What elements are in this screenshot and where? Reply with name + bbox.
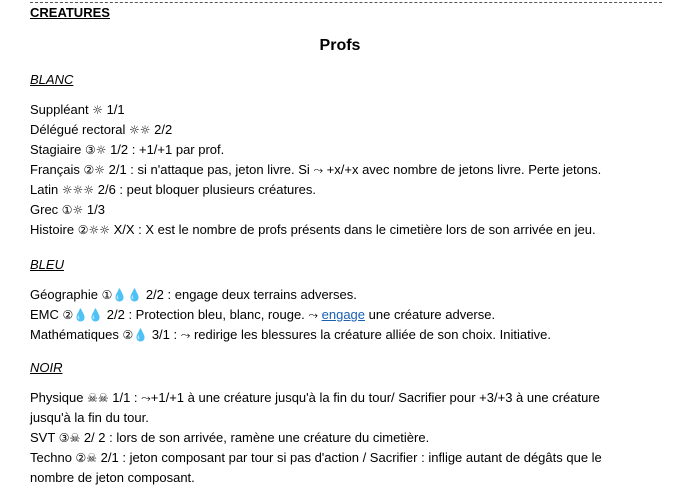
card-line: Délégué rectoral ☼☼ 2/2 [30,122,173,137]
card-line: Histoire ②☼☼ X/X : X est le nombre de profs présents dans le cimetière lors de son arrivée en jeu. [30,222,596,237]
engage-link[interactable]: engage [321,307,366,322]
mana-cost-icon: ①☼ [61,203,84,217]
section-bleu: BLEU [30,257,64,272]
card-line: Stagiaire ③☼ 1/2 : +1/+1 par prof. [30,142,225,157]
mana-cost-icon: ②☠ [75,451,98,465]
tap-icon: ⤳ [313,163,324,177]
card-line: Techno ②☠ 2/1 : jeton composant par tour si pas d'action / Sacrifier : inflige autant de dégâts que le [30,450,602,465]
mana-cost-icon: ②☼☼ [77,223,110,237]
card-line: Mathématiques ②💧 3/1 : ⤳ redirige les blessures la créature alliée de son choix. Initiative. [30,327,551,342]
card-line: Physique ☠☠ 1/1 : ⤳+1/+1 à une créature jusqu'à la fin du tour/ Sacrifier pour +3/+3 à une créature [30,390,600,405]
mana-cost-icon: ☼☼☼ [61,183,95,197]
mana-cost-icon: ②💧💧 [62,308,104,322]
mana-cost-icon: ③☠ [58,431,81,445]
mana-cost-icon: ③☼ [84,143,107,157]
page-top-divider [30,2,662,3]
card-line: EMC ②💧💧 2/2 : Protection bleu, blanc, rouge. ⤳ engage une créature adverse. [30,307,496,322]
mana-cost-icon: ②☼ [83,163,105,177]
mana-cost-icon: ☼ [92,103,103,117]
section-noir: NOIR [30,360,63,375]
tap-icon: ⤳ [180,328,191,342]
section-header: CREATURES [30,5,110,20]
card-line: SVT ③☠ 2/ 2 : lors de son arrivée, ramène une créature du cimetière. [30,430,430,445]
mana-cost-icon: ②💧 [122,328,149,342]
mana-cost-icon: ☼☼ [129,123,151,137]
card-line: Géographie ①💧💧 2/2 : engage deux terrains adverses. [30,287,357,302]
tap-icon: ⤳ [141,391,151,405]
card-line: Latin ☼☼☼ 2/6 : peut bloquer plusieurs créatures. [30,182,316,197]
page-title: Profs [319,37,361,54]
card-line-continued: jusqu'à la fin du tour. [30,410,149,425]
mana-cost-icon: ①💧💧 [101,288,143,302]
tap-icon: ⤳ [308,308,319,322]
card-line: Suppléant ☼ 1/1 [30,102,125,117]
mana-cost-icon: ☠☠ [87,391,109,405]
card-line: Français ②☼ 2/1 : si n'attaque pas, jeton livre. Si ⤳ +x/+x avec nombre de jetons livre. Perte jetons. [30,162,602,177]
card-line: Grec ①☼ 1/3 [30,202,105,217]
card-line-continued: nombre de jeton composant. [30,470,195,485]
section-blanc: BLANC [30,72,74,87]
